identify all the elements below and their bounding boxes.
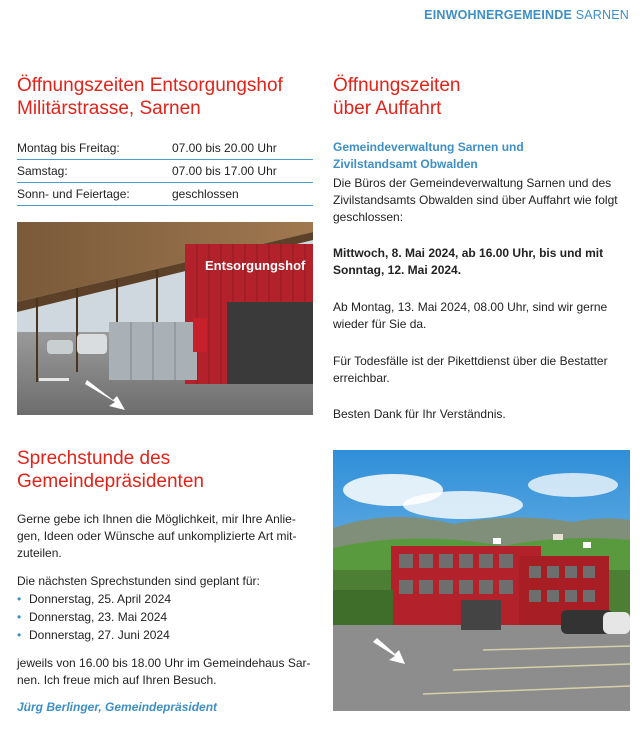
- list-item: [17, 590, 313, 608]
- date-text: Donnerstag, 23. Mai 2024: [29, 610, 168, 624]
- table-row: [17, 183, 313, 206]
- auffahrt-closed-dates: [333, 245, 630, 279]
- photo-gemeindehaus-illustration: [333, 450, 630, 711]
- table-row: [17, 160, 313, 183]
- subhead-line: Gemeindeverwaltung Sarnen und: [333, 140, 524, 154]
- text-line: Sonntag, 12. Mai 2024.: [333, 263, 462, 277]
- bullet-icon: •: [17, 610, 22, 624]
- hours-day: Montag bis Freitag:: [17, 137, 172, 160]
- title-line-1: Öffnungszeiten: [333, 75, 461, 96]
- signature: Jürg Berlinger, Gemeindepräsident: [17, 700, 218, 714]
- photo-entsorgungshof-illustration: [17, 222, 313, 415]
- hours-time: 07.00 bis 20.00 Uhr: [172, 137, 313, 160]
- list-item: [17, 608, 313, 626]
- bullet-icon: •: [17, 628, 22, 642]
- text-line: Zivilstandsamts Obwalden sind über Auffahrt wie folgt: [333, 193, 618, 207]
- masthead-town: SARNEN: [575, 8, 629, 22]
- list-item: [17, 626, 313, 644]
- section-title-auffahrt: [333, 74, 630, 120]
- time-line: jeweils von 16.00 bis 18.00 Uhr im Gemeindehaus Sar-: [17, 656, 311, 670]
- hours-time: 07.00 bis 17.00 Uhr: [172, 160, 313, 183]
- text-line: Mittwoch, 8. Mai 2024, ab 16.00 Uhr, bis und mit: [333, 246, 604, 260]
- auffahrt-paragraph-3: [333, 353, 630, 387]
- hours-day: Sonn- und Feiertage:: [17, 183, 172, 206]
- title-line-2: Gemeindepräsidenten: [17, 471, 204, 492]
- masthead: [424, 8, 629, 22]
- text-line: Für Todesfälle ist der Pikettdienst über die Bestatter: [333, 354, 608, 368]
- opening-hours-table: [17, 137, 313, 206]
- intro-line: Gerne gebe ich Ihnen die Möglichkeit, mir Ihre Anlie-: [17, 512, 296, 526]
- text-line: wieder für Sie da.: [333, 317, 427, 331]
- title-line-2: über Auffahrt: [333, 98, 442, 119]
- auffahrt-thanks: Besten Dank für Ihr Verständnis.: [333, 407, 506, 421]
- sprechstunde-time: [17, 655, 313, 689]
- date-text: Donnerstag, 25. April 2024: [29, 592, 172, 606]
- auffahrt-paragraph-1: [333, 175, 630, 226]
- text-line: Ab Montag, 13. Mai 2024, 08.00 Uhr, sind wir gerne: [333, 300, 608, 314]
- photo-gemeindehaus: [333, 450, 630, 711]
- time-line: nen. Ich freue mich auf Ihren Besuch.: [17, 673, 217, 687]
- photo-sign-text: Entsorgungshof: [205, 258, 306, 273]
- section-title-sprechstunde: [17, 447, 317, 493]
- hours-time: geschlossen: [172, 183, 313, 206]
- dates-intro: Die nächsten Sprechstunden sind geplant für:: [17, 574, 260, 588]
- table-row: [17, 137, 313, 160]
- text-line: geschlossen:: [333, 210, 404, 224]
- subhead-line: Zivilstandsamt Obwalden: [333, 157, 478, 171]
- bullet-icon: •: [17, 592, 22, 606]
- intro-line: zuteilen.: [17, 546, 62, 560]
- text-line: Die Büros der Gemeindeverwaltung Sarnen und des: [333, 176, 612, 190]
- auffahrt-paragraph-2: [333, 299, 630, 333]
- sprechstunde-intro: [17, 511, 313, 562]
- masthead-municipality: EINWOHNERGEMEINDE: [424, 8, 573, 22]
- section-title-entsorgungshof: [17, 74, 317, 120]
- sprechstunde-dates-list: [17, 590, 313, 644]
- intro-line: gen, Ideen oder Wünsche auf unkomplizierte Art mit-: [17, 529, 297, 543]
- hours-day: Samstag:: [17, 160, 172, 183]
- title-line-1: Öffnungszeiten Entsorgungshof: [17, 75, 283, 96]
- auffahrt-subhead: [333, 139, 630, 173]
- title-line-2: Militärstrasse, Sarnen: [17, 98, 201, 119]
- text-line: erreichbar.: [333, 371, 390, 385]
- date-text: Donnerstag, 27. Juni 2024: [29, 628, 170, 642]
- photo-entsorgungshof: [17, 222, 313, 415]
- title-line-1: Sprechstunde des: [17, 448, 171, 469]
